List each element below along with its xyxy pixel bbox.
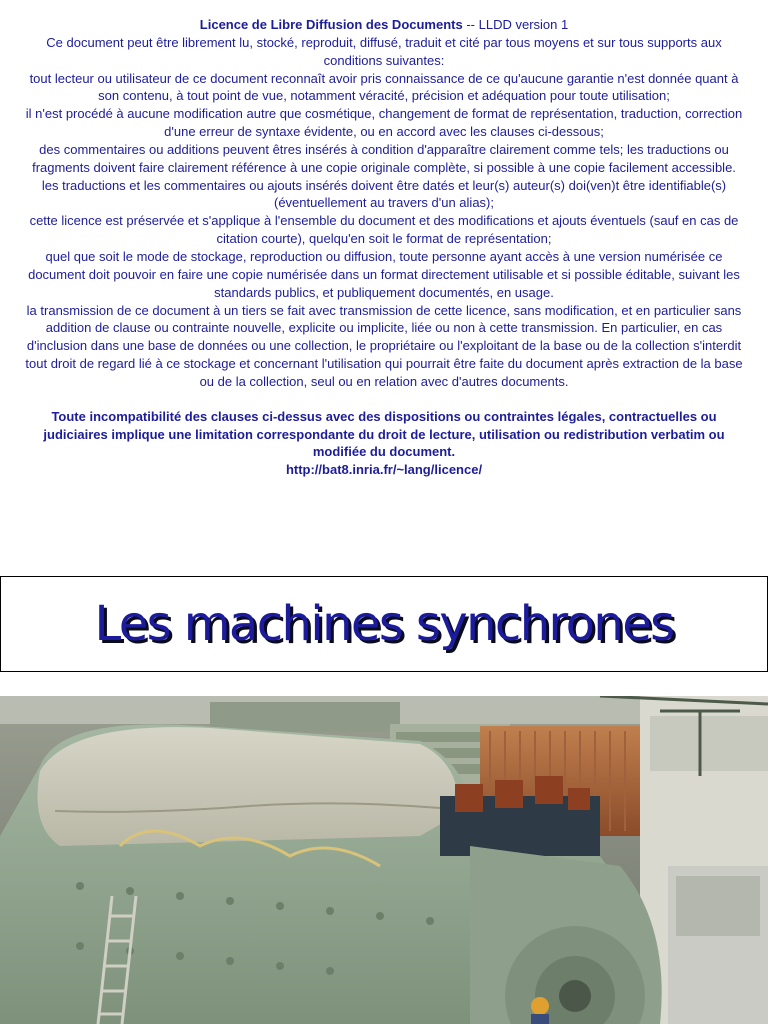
licence-version: -- LLDD version 1 — [462, 17, 569, 32]
licence-paragraph: des commentaires ou additions peuvent êtres insérés à condition d'apparaître clairement comme tels; les traductions ou fragments doivent faire clairement référence à une copie originale complète, si possible à une copie facilement accessible. — [32, 141, 736, 175]
licence-block — [18, 16, 750, 479]
machine-photo-illustration — [0, 696, 768, 1024]
licence-title: Licence de Libre Diffusion des Documents — [199, 17, 463, 32]
synchronous-machine-photo — [0, 696, 768, 1024]
licence-paragraph: la transmission de ce document à un tiers se fait avec transmission de cette licence, sans modification, et en particulier sans addition de clause ou contrainte nouvelle, explicite ou implicite, liée ou non à cette transmission. En particulier, en cas d'inclusion dans une base de données ou une collection, le propriétaire ou l'exploitant de la base ou de la collection s'interdit tout droit de regard lié à ce stockage et concernant l'utilisation qui pourrait être faite du document après extraction de la base ou de la collection, seul ou en relation avec d'autres documents. — [25, 302, 743, 389]
licence-closing: Toute incompatibilité des clauses ci-dessus avec des dispositions ou contraintes légales, contractuelles ou judiciaires implique une limitation correspondante du droit de lecture, utilisation ou redistribution verbatim ou modifiée du document. — [43, 408, 725, 460]
licence-paragraph: les traductions et les commentaires ou ajouts insérés doivent être datés et leur(s) auteur(s) doi(ven)t être identifiable(s) (éventuellement au travers d'un alias); — [41, 177, 727, 211]
licence-heading — [18, 16, 750, 34]
slide-title: Les machines synchrones — [94, 596, 674, 652]
slide-title-box — [0, 576, 768, 672]
licence-paragraph: tout lecteur ou utilisateur de ce document reconnaît avoir pris connaissance de ce qu'aucune garantie n'est donnée quant à son contenu, à tout point de vue, notamment véracité, précision et adéquation pour toute utilisation; — [29, 70, 739, 104]
licence-paragraph: Ce document peut être librement lu, stocké, reproduit, diffusé, traduit et cité par tous moyens et sur tous supports aux conditions suivantes: — [46, 34, 722, 68]
licence-paragraph: cette licence est préservée et s'applique à l'ensemble du document et des modifications et ajouts éventuels (sauf en cas de citation courte), quelqu'en soit le format de représentation; — [29, 213, 739, 247]
licence-paragraph: quel que soit le mode de stockage, reproduction ou diffusion, toute personne ayant accès à une version numérisée ce document doit pouvoir en faire une copie numérisée dans un format directement utilisable et si possible éditable, suivant les standards publics, et publiquement documentés, en usage. — [28, 248, 740, 300]
licence-url: http://bat8.inria.fr/~lang/licence/ — [285, 462, 483, 478]
licence-paragraph: il n'est procédé à aucune modification autre que cosmétique, changement de format de représentation, traduction, correction d'une erreur de syntaxe évidente, ou en accord avec les clauses ci-dessous; — [25, 106, 743, 140]
